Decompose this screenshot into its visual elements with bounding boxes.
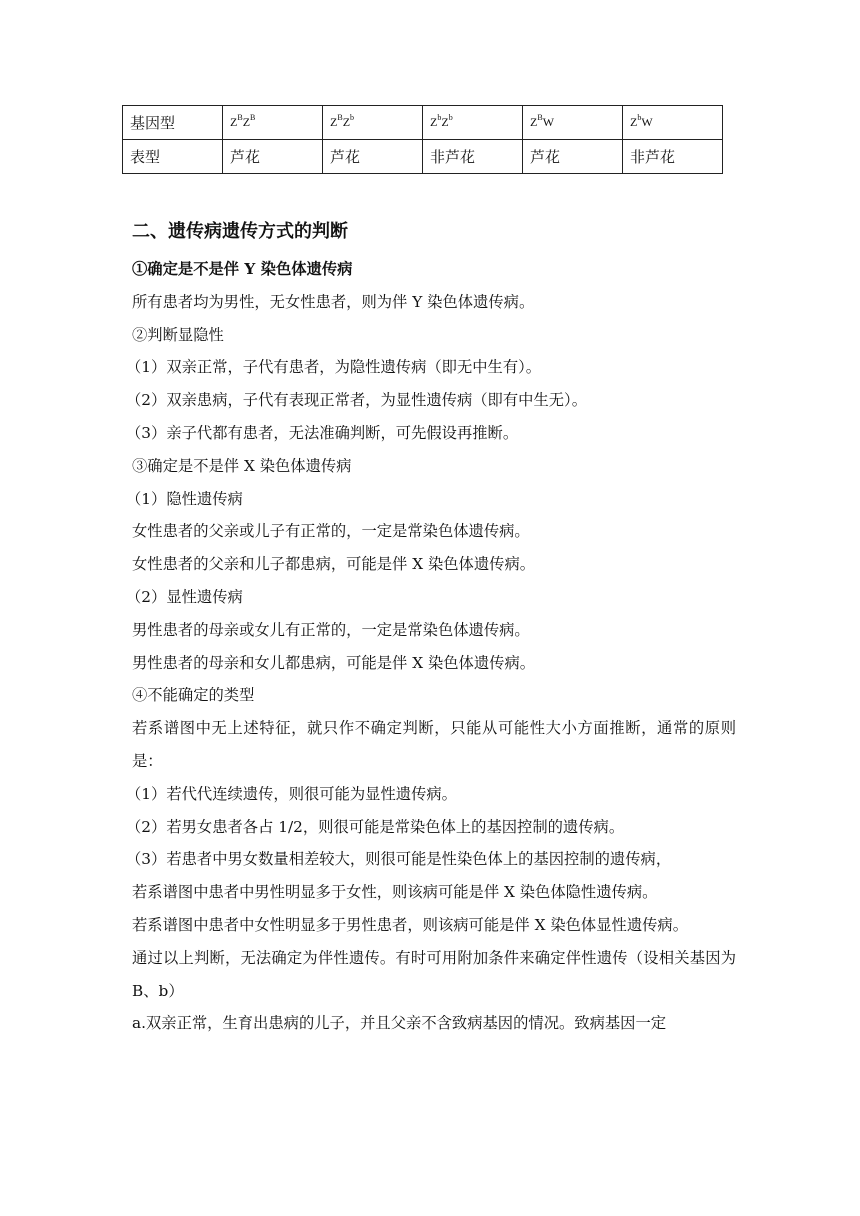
genotype-cell: $Z^BZ^b$ [323,106,423,140]
paragraph: 男性患者的母亲或女儿有正常的，一定是常染色体遗传病。 [132,620,530,639]
list-item: （2）双亲患病，子代有表现正常者，为显性遗传病（即有中生无）。 [126,391,587,410]
list-item: （2）显性遗传病 [126,587,243,606]
paragraph: 若系谱图中患者中男性明显多于女性，则该病可能是伴 X 染色体隐性遗传病。 [132,883,658,902]
document-body [126,215,736,1040]
subsection-title: ③确定是不是伴 X 染色体遗传病 [132,456,352,475]
subsection-title: ④不能确定的类型 [132,686,255,705]
phenotype-cell: 芦花 [523,140,623,174]
row-label: 基因型 [123,106,223,140]
paragraph: 女性患者的父亲和儿子都患病，可能是伴 X 染色体遗传病。 [132,555,536,574]
subsection-title: ②判断显隐性 [132,325,224,344]
paragraph: 若系谱图中无上述特征，就只作不确定判断，只能从可能性大小方面推断，通常的原则是： [132,719,736,770]
phenotype-cell: 芦花 [223,140,323,174]
phenotype-cell: 非芦花 [423,140,523,174]
phenotype-cell: 芦花 [323,140,423,174]
paragraph: 男性患者的母亲和女儿都患病，可能是伴 X 染色体遗传病。 [132,653,536,672]
paragraph: 通过以上判断，无法确定为伴性遗传。有时可用附加条件来确定伴性遗传（设相关基因为 B、b） [132,948,736,1000]
list-item: （1）若代代连续遗传，则很可能为显性遗传病。 [126,784,457,803]
table-row [123,140,723,174]
paragraph: 若系谱图中患者中女性明显多于男性患者，则该病可能是伴 X 染色体显性遗传病。 [132,915,689,934]
paragraph: a.双亲正常，生育出患病的儿子，并且父亲不含致病基因的情况。致病基因一定 [132,1014,667,1033]
row-label: 表型 [123,140,223,174]
genotype-cell: $Z^BW$ [523,106,623,140]
table-row [123,106,723,140]
genotype-cell: $Z^bW$ [623,106,723,140]
list-item: （3）亲子代都有患者，无法准确判断，可先假设再推断。 [126,423,519,442]
genotype-cell: $Z^bZ^b$ [423,106,523,140]
genotype-cell: $Z^BZ^B$ [223,106,323,140]
paragraph: 所有患者均为男性，无女性患者，则为伴 Y 染色体遗传病。 [132,292,535,311]
list-item: （1）隐性遗传病 [126,489,243,508]
list-item: （2）若男女患者各占 1/2，则很可能是常染色体上的基因控制的遗传病。 [126,817,625,836]
section-heading: 二、遗传病遗传方式的判断 [132,221,348,242]
subsection-title: ①确定是不是伴 Y 染色体遗传病 [132,260,353,278]
paragraph: 女性患者的父亲或儿子有正常的，一定是常染色体遗传病。 [132,522,530,541]
list-item: （1）双亲正常，子代有患者，为隐性遗传病（即无中生有）。 [126,358,542,377]
phenotype-cell: 非芦花 [623,140,723,174]
list-item: （3）若患者中男女数量相差较大，则很可能是性染色体上的基因控制的遗传病， [126,850,672,869]
genotype-phenotype-table [122,105,723,174]
